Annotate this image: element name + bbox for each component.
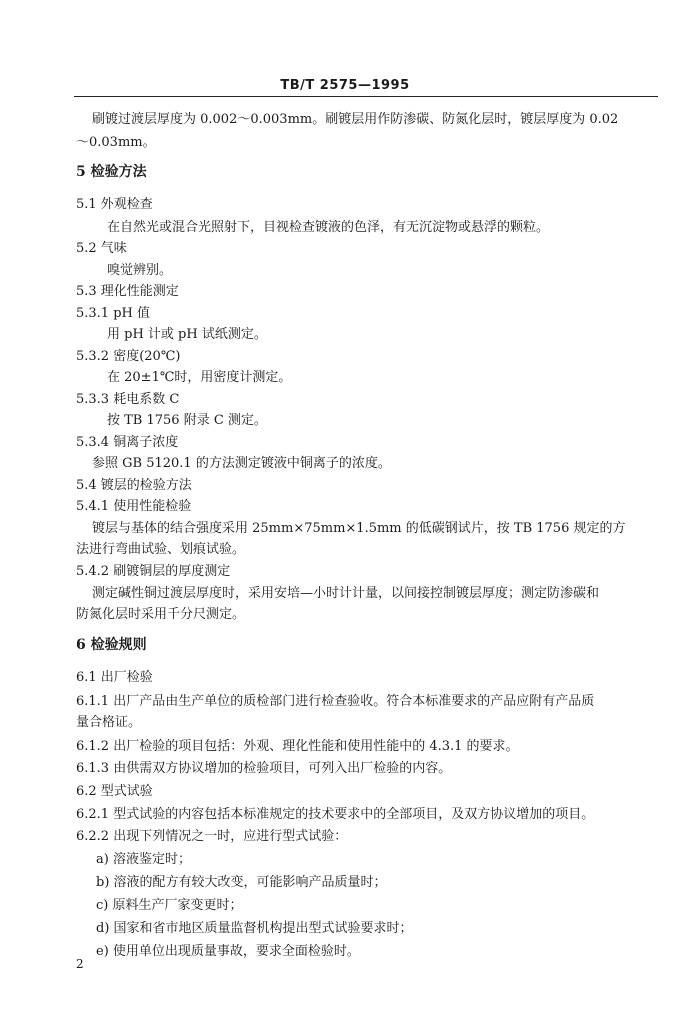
header-rule	[74, 96, 658, 97]
clause-heading: 5.4 镀层的检验方法	[76, 478, 192, 493]
clause-heading: 5.3 理化性能测定	[76, 284, 179, 299]
text-line: 6.1.2 出厂检验的项目包括：外观、理化性能和使用性能中的 4.3.1 的要求。	[76, 739, 519, 754]
list-item: e) 使用单位出现质量事故，要求全面检验时。	[96, 944, 360, 959]
list-item: c) 原料生产厂家变更时；	[96, 898, 243, 913]
clause-heading: 5.3.1 pH 值	[76, 306, 151, 321]
section-heading-5: 5 检验方法	[76, 164, 147, 180]
text-line: 镀层与基体的结合强度采用 25mm×75mm×1.5mm 的低碳钢试片，按 TB 1756 规定的方	[92, 521, 626, 536]
clause-heading: 5.4.1 使用性能检验	[76, 499, 192, 514]
list-item: b) 溶液的配方有较大改变，可能影响产品质量时；	[96, 875, 387, 890]
text-line: 量合格证。	[76, 715, 142, 730]
text-line: 6.2.1 型式试验的内容包括本标准规定的技术要求中的全部项目，及双方协议增加的项目。	[76, 807, 595, 822]
clause-heading: 5.3.3 耗电系数 C	[76, 392, 180, 407]
clause-heading: 5.2 气味	[76, 241, 127, 256]
text-line: ～0.03mm。	[76, 135, 156, 150]
text-line: 6.1.3 由供需双方协议增加的检验项目，可列入出厂检验的内容。	[76, 761, 452, 776]
clause-heading: 5.3.4 铜离子浓度	[76, 435, 179, 450]
standard-code-header: TB/T 2575—1995	[280, 78, 410, 93]
text-line: 刷镀过渡层厚度为 0.002～0.003mm。刷镀层用作防渗碳、防氮化层时，镀层厚度为 0.02	[92, 112, 619, 127]
page-number: 2	[76, 957, 84, 971]
text-line: 测定碱性铜过渡层厚度时，采用安培—小时计计量，以间接控制镀层厚度；测定防渗碳和	[92, 586, 600, 601]
clause-heading: 5.1 外观检查	[76, 197, 153, 212]
text-line: 在自然光或混合光照射下，目视检查镀液的色泽，有无沉淀物或悬浮的颗粒。	[107, 220, 550, 235]
text-line: 参照 GB 5120.1 的方法测定镀液中铜离子的浓度。	[92, 456, 391, 471]
clause-heading: 6.1 出厂检验	[76, 670, 153, 685]
text-line: 6.2.2 出现下列情况之一时，应进行型式试验：	[76, 829, 348, 844]
text-line: 法进行弯曲试验、划痕试验。	[76, 542, 246, 557]
clause-heading: 6.2 型式试验	[76, 784, 153, 799]
text-line: 防氮化层时采用千分尺测定。	[76, 607, 246, 622]
text-line: 按 TB 1756 附录 C 测定。	[107, 413, 267, 428]
text-line: 6.1.1 出厂产品由生产单位的质检部门进行检查验收。符合本标准要求的产品应附有产品质	[76, 694, 595, 709]
clause-heading: 5.3.2 密度(20℃)	[76, 349, 181, 364]
text-line: 用 pH 计或 pH 试纸测定。	[107, 327, 267, 342]
list-item: d) 国家和省市地区质量监督机构提出型式试验要求时；	[96, 921, 413, 936]
text-line: 在 20±1℃时，用密度计测定。	[107, 370, 292, 385]
section-heading-6: 6 检验规则	[76, 637, 147, 653]
clause-heading: 5.4.2 刷镀铜层的厚度测定	[76, 564, 231, 579]
text-line: 嗅觉辨别。	[107, 263, 173, 278]
list-item: a) 溶液鉴定时；	[96, 852, 191, 867]
